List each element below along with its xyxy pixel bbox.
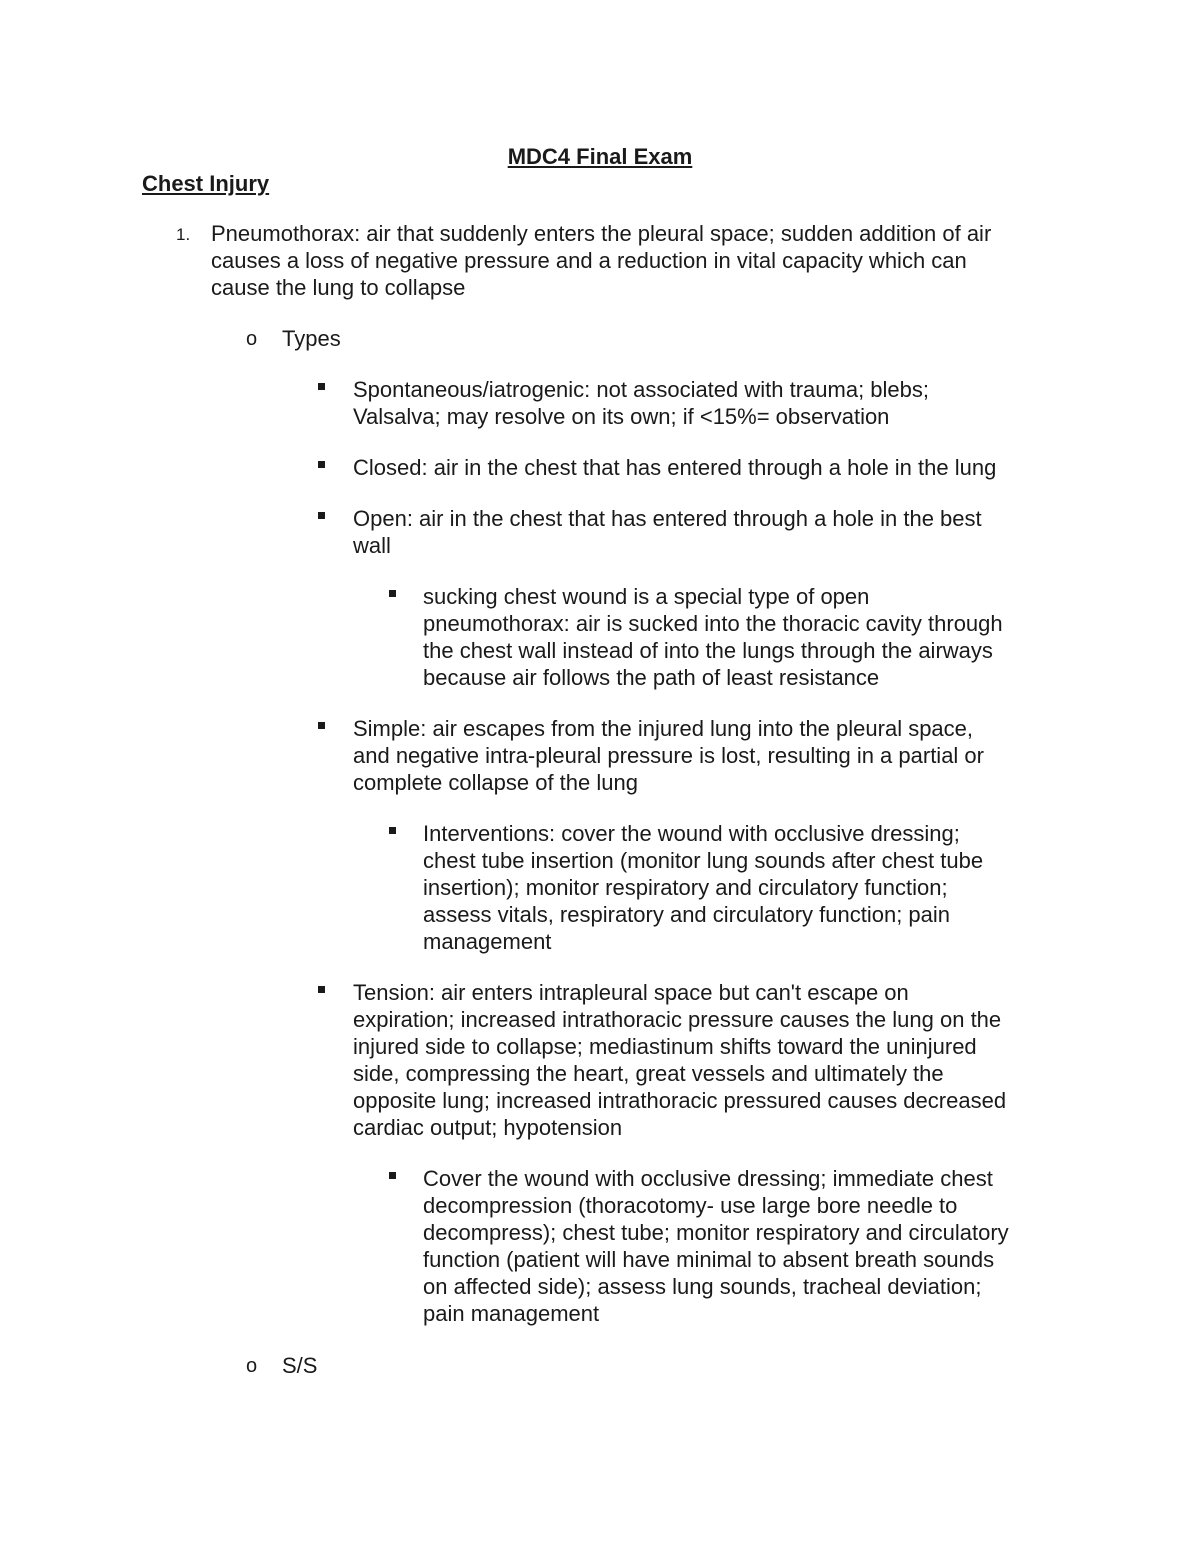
square-bullet-icon <box>389 590 396 597</box>
text-line: insertion); monitor respiratory and circulatory function; <box>423 875 948 900</box>
text-line: opposite lung; increased intrathoracic pressured causes decreased <box>353 1088 1007 1113</box>
text-line: decompress); chest tube; monitor respiratory and circulatory <box>423 1220 1009 1245</box>
text-line: Simple: air escapes from the injured lung into the pleural space, <box>353 716 974 741</box>
sublist-item-types <box>282 325 341 352</box>
list-number: 1. <box>176 225 191 244</box>
text-line: Valsalva; may resolve on its own; if <15%= observation <box>353 404 890 429</box>
text-line: function (patient will have minimal to absent breath sounds <box>423 1247 995 1272</box>
text-line: pain management <box>423 1301 600 1326</box>
text-line: decompression (thoracotomy- use large bore needle to <box>423 1193 958 1218</box>
text-line: and negative intra-pleural pressure is lost, resulting in a partial or <box>353 743 984 768</box>
text-line: management <box>423 929 552 954</box>
section-heading: Chest Injury <box>142 171 270 196</box>
text-line: Open: air in the chest that has entered through a hole in the best <box>353 506 982 531</box>
text-line: expiration; increased intrathoracic pressure causes the lung on the <box>353 1007 1002 1032</box>
text-line: causes a loss of negative pressure and a reduction in vital capacity which can <box>211 248 967 273</box>
list-item-simple <box>353 715 984 796</box>
text-line: Cover the wound with occlusive dressing; immediate chest <box>423 1166 993 1191</box>
square-bullet-icon <box>318 722 325 729</box>
square-bullet-icon <box>389 827 396 834</box>
square-bullet-icon <box>389 1172 396 1179</box>
text-line: cause the lung to collapse <box>211 275 466 300</box>
text-line: injured side to collapse; mediastinum shifts toward the uninjured <box>353 1034 977 1059</box>
text-line: pneumothorax: air is sucked into the thoracic cavity through <box>423 611 1003 636</box>
list-item-open <box>353 505 982 559</box>
list-item-closed <box>353 454 996 481</box>
circle-bullet-icon: o <box>246 1355 258 1377</box>
text-line: wall <box>353 533 391 558</box>
list-item-interventions <box>423 820 983 955</box>
text-line: S/S <box>282 1353 318 1378</box>
list-item-pneumothorax <box>211 220 991 301</box>
text-line: sucking chest wound is a special type of open <box>423 584 870 609</box>
text-line: on affected side); assess lung sounds, tracheal deviation; <box>423 1274 982 1299</box>
square-bullet-icon <box>318 461 325 468</box>
text-line: Spontaneous/iatrogenic: not associated with trauma; blebs; <box>353 377 930 402</box>
text-line: complete collapse of the lung <box>353 770 638 795</box>
text-line: Pneumothorax: air that suddenly enters the pleural space; sudden addition of air <box>211 221 992 246</box>
circle-bullet-icon: o <box>246 328 258 350</box>
list-item-tension-care <box>423 1165 1009 1327</box>
square-bullet-icon <box>318 383 325 390</box>
sublist-item-signs-symptoms <box>282 1352 317 1379</box>
text-line: cardiac output; hypotension <box>353 1115 623 1140</box>
text-line: assess vitals, respiratory and circulatory function; pain <box>423 902 951 927</box>
text-line: because air follows the path of least resistance <box>423 665 880 690</box>
text-line: side, compressing the heart, great vessels and ultimately the <box>353 1061 944 1086</box>
list-item-tension <box>353 979 1006 1141</box>
square-bullet-icon <box>318 512 325 519</box>
list-item-spontaneous <box>353 376 929 430</box>
text-line: the chest wall instead of into the lungs through the airways <box>423 638 993 663</box>
text-line: Closed: air in the chest that has entered through a hole in the lung <box>353 455 997 480</box>
text-line: Types <box>282 326 341 351</box>
square-bullet-icon <box>318 986 325 993</box>
text-line: Interventions: cover the wound with occlusive dressing; <box>423 821 960 846</box>
list-item-sucking-chest-wound <box>423 583 1003 691</box>
document-title: MDC4 Final Exam <box>507 144 693 169</box>
text-line: Tension: air enters intrapleural space but can't escape on <box>353 980 909 1005</box>
text-line: chest tube insertion (monitor lung sounds after chest tube <box>423 848 984 873</box>
